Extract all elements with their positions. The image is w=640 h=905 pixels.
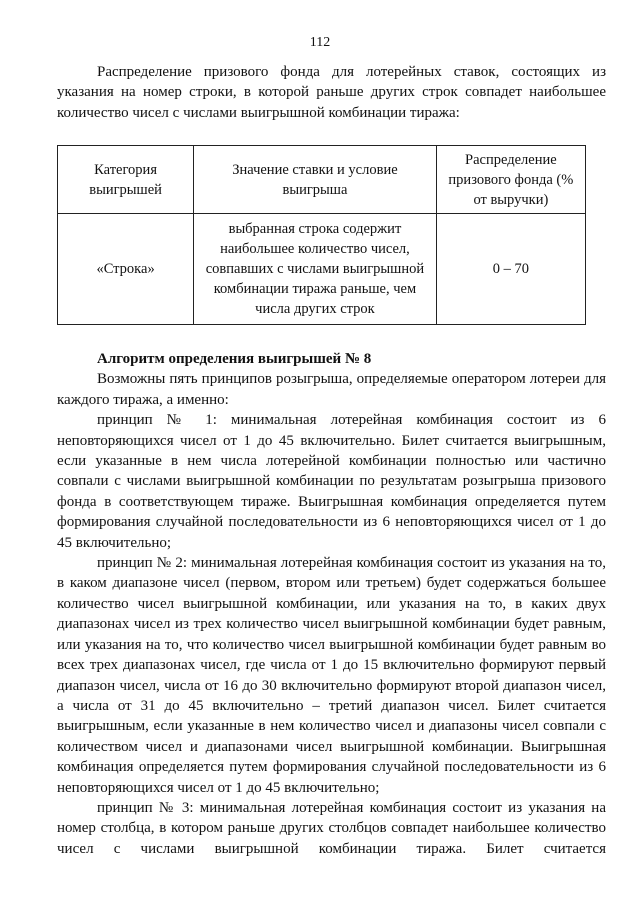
table-row	[58, 214, 586, 325]
section-heading: Алгоритм определения выигрышей № 8	[97, 351, 372, 367]
intro-paragraph: Распределение призового фонда для лотерейных ставок, состоящих из указания на номер строки, в которой раньше других строк совпадет наибольшее количество чисел с числами выигрышной комбинации тиража:	[57, 64, 606, 121]
algorithm-section	[57, 349, 606, 859]
cell-condition: выбранная строка содержит наибольшее количество чисел, совпавших с числами выигрышной комбинации тиража раньше, чем числа других строк	[194, 214, 437, 325]
section-intro-paragraph: Возможны пять принципов розыгрыша, определяемые оператором лотереи для каждого тиража, а именно:	[57, 371, 606, 408]
prize-distribution-table	[57, 145, 586, 325]
cell-category: «Строка»	[58, 214, 194, 325]
intro-block	[57, 62, 606, 123]
principle-3-paragraph: принцип № 3: минимальная лотерейная комбинация состоит из указания на номер столбца, в котором раньше других столбцов совпадет наибольшее количество чисел с числами выигрышной комбинации тиража. Билет считается	[57, 799, 606, 857]
cell-distribution: 0 – 70	[436, 214, 585, 325]
principle-1-paragraph: принцип № 1: минимальная лотерейная комбинация состоит из 6 неповторяющихся чисел от 1 до 45 включительно. Билет считается выигрышным, если указанные в нем числа лотерейной комбинации полностью или частично совпали с числами выигрышной комбинации по результатам розыгрыша призового фонда в соответствующем тираже. Выигрышная комбинация определяется путем формирования случайной последовательности из 6 неповторяющихся чисел от 1 до 45 включительно;	[57, 412, 606, 551]
table-header-row	[58, 146, 586, 214]
header-condition: Значение ставки и условие выигрыша	[194, 146, 437, 214]
header-distribution: Распределение призового фонда (% от выручки)	[436, 146, 585, 214]
page-number: 112	[309, 35, 331, 50]
header-category: Категория выигрышей	[58, 146, 194, 214]
principle-2-paragraph: принцип № 2: минимальная лотерейная комбинация состоит из указания на то, в каком диапазоне чисел (первом, втором или третьем) будет содержаться большее количество чисел выигрышной комбинации, или указания на то, в каких двух диапазонах чисел из трех количество чисел выигрышной комбинации будет равным, или указания на то, что количество чисел выигрышной комбинации будет равным во всех трех диапазонах чисел, где числа от 1 до 15 включительно формируют первый диапазон чисел, числа от 16 до 30 включительно формируют второй диапазон чисел, а числа от 31 до 45 включительно – третий диапазон чисел. Билет считается выигрышным, если указанные в нем количество чисел и диапазоны чисел совпали с количеством чисел и диапазонами чисел выигрышной комбинации. Выигрышная комбинация определяется путем формирования случайной последовательности из 6 неповторяющихся чисел от 1 до 45 включительно;	[57, 555, 606, 796]
